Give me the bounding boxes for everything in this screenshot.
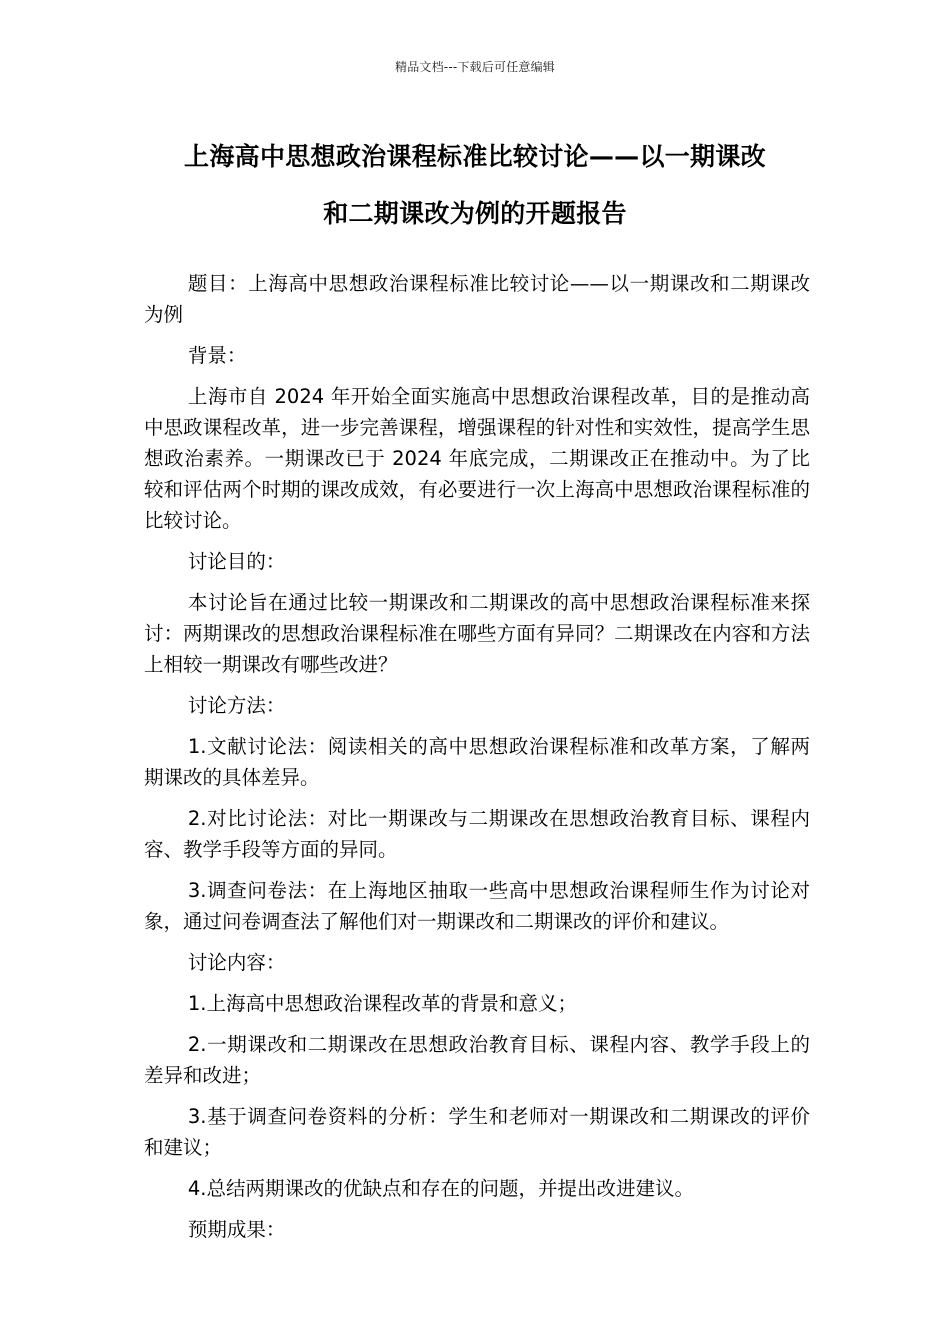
paragraph-purpose: 本讨论旨在通过比较一期课改和二期课改的高中思想政治课程标准来探讨：两期课改的思想政治课程标准在哪些方面有异同？二期课改在内容和方法上相较一期课改有哪些改进？	[144, 591, 810, 676]
paragraph-topic: 题目：上海高中思想政治课程标准比较讨论——以一期课改和二期课改为例	[144, 272, 810, 326]
title-line-1: 上海高中思想政治课程标准比较讨论——以一期课改	[184, 142, 766, 171]
paragraph-method-1: 1.文献讨论法：阅读相关的高中思想政治课程标准和改革方案，了解两期课改的具体差异。	[144, 735, 810, 789]
heading-expected-results: 预期成果：	[187, 1218, 286, 1241]
paragraph-content-2: 2.一期课改和二期课改在思想政治教育目标、课程内容、教学手段上的差异和改进；	[144, 1033, 810, 1087]
paragraph-content-1: 1.上海高中思想政治课程改革的背景和意义；	[187, 992, 577, 1015]
paragraph-content-3: 3.基于调查问卷资料的分析：学生和老师对一期课改和二期课改的评价和建议；	[144, 1105, 810, 1159]
header-note: 精品文档---下载后可任意编辑	[395, 60, 555, 74]
paragraph-content-4: 4.总结两期课改的优缺点和存在的问题，并提出改进建议。	[187, 1177, 694, 1200]
paragraph-method-2: 2.对比讨论法：对比一期课改与二期课改在思想政治教育目标、课程内容、教学手段等方面的异同。	[144, 807, 810, 861]
heading-purpose: 讨论目的：	[187, 550, 286, 573]
heading-methods: 讨论方法：	[187, 694, 286, 717]
document-title	[100, 128, 850, 242]
document-body	[144, 268, 810, 1255]
paragraph-background: 上海市自 2024 年开始全面实施高中思想政治课程改革，目的是推动高中思政课程改革，进一步完善课程，增强课程的针对性和实效性，提高学生思想政治素养。一期课改已于 2024 年底完成，二期课改正在推动中。为了比较和评估两个时期的课改成效，有必要进行一次上海高中思想政治课程标准的比较讨论。	[144, 385, 810, 532]
heading-background: 背景：	[187, 344, 247, 367]
heading-content: 讨论内容：	[187, 951, 286, 974]
paragraph-method-3: 3.调查问卷法：在上海地区抽取一些高中思想政治课程师生作为讨论对象，通过问卷调查法了解他们对一期课改和二期课改的评价和建议。	[144, 879, 810, 933]
title-line-2: 和二期课改为例的开题报告	[323, 199, 627, 228]
